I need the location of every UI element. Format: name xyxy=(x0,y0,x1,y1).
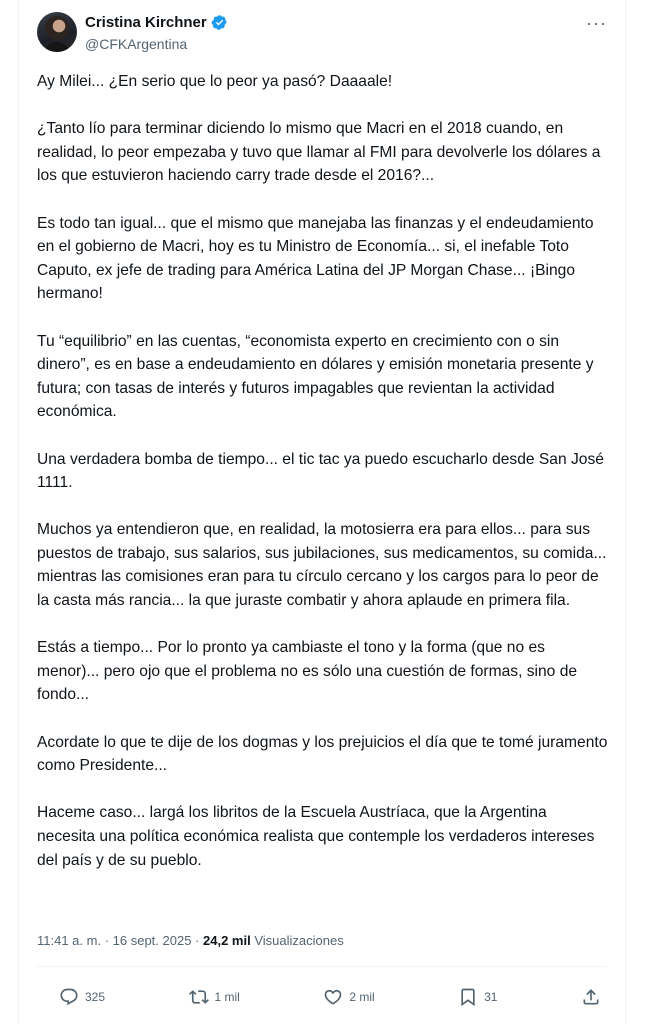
tweet-paragraph: Muchos ya entendieron que, en realidad, la motosierra era para ellos... para sus puestos de trabajo, sus salarios, sus jubilaciones, sus medicamentos, su comida... mientras las comisiones eran para tu círculo cercano y los cargos para lo peor de la casta más rancia... la que juraste combatir y ahora aplaude en primera fila. xyxy=(37,521,607,610)
meta-separator: · xyxy=(191,933,203,948)
meta-separator: · xyxy=(101,933,113,948)
heart-icon xyxy=(323,987,343,1007)
reply-icon xyxy=(59,987,79,1007)
author-display-name[interactable]: Cristina Kirchner xyxy=(85,14,207,31)
share-button[interactable] xyxy=(581,987,601,1007)
avatar[interactable] xyxy=(37,12,77,52)
avatar-shoulders xyxy=(43,42,71,52)
repost-button[interactable] xyxy=(189,987,240,1007)
share-icon xyxy=(581,987,601,1007)
tweet-meta xyxy=(37,933,344,948)
action-bar xyxy=(59,985,601,1009)
tweet-card xyxy=(18,0,626,1024)
bookmark-button[interactable] xyxy=(458,987,497,1007)
reply-count: 325 xyxy=(85,990,106,1004)
tweet-paragraph: Acordate lo que te dije de los dogmas y los prejuicios el día que te tomé juramento como Presidente... xyxy=(37,733,608,775)
divider xyxy=(37,966,607,967)
views-count: 24,2 mil xyxy=(203,933,251,948)
tweet-paragraph: Tu “equilibrio” en las cuentas, “economista experto en crecimiento con o sin dinero”, es en base a endeudamiento en dólares y emisión monetaria presente y futura; con tasas de interés y futuros impagables que revientan la actividad económica. xyxy=(37,332,594,421)
tweet-paragraph: Es todo tan igual... que el mismo que manejaba las finanzas y el endeudamiento en el gobierno de Macri, hoy es tu Ministro de Economía... si, el inefable Toto Caputo, ex jefe de trading para América Latina del JP Morgan Chase... ¡Bingo hermano! xyxy=(37,214,594,303)
author-handle[interactable]: @CFKArgentina xyxy=(85,36,188,52)
tweet-paragraph: Haceme caso... largá los libritos de la Escuela Austríaca, que la Argentina necesita una política económica realista que contemple los verdaderos intereses del país y de su pueblo. xyxy=(37,804,595,869)
tweet-date[interactable]: 16 sept. 2025 xyxy=(112,933,192,948)
like-button[interactable] xyxy=(323,987,374,1007)
bookmark-count: 31 xyxy=(484,990,498,1004)
tweet-header xyxy=(37,12,607,60)
bookmark-icon xyxy=(458,987,478,1007)
author-name-row xyxy=(85,14,228,31)
tweet-text xyxy=(37,70,609,872)
tweet-time[interactable]: 11:41 a. m. xyxy=(37,933,102,948)
more-horizontal-icon[interactable]: ··· xyxy=(586,13,607,33)
repost-icon xyxy=(189,987,209,1007)
like-count: 2 mil xyxy=(349,990,375,1004)
tweet-paragraph: Una verdadera bomba de tiempo... el tic tac ya puedo escucharlo desde San José 1111. xyxy=(37,450,604,492)
tweet-paragraph: ¿Tanto lío para terminar diciendo lo mismo que Macri en el 2018 cuando, en realidad, lo peor empezaba y tuvo que llamar al FMI para devolverle los dólares a los que estuvieron haciendo carry trade desde el 2016?... xyxy=(37,120,601,185)
verified-badge-icon xyxy=(211,14,228,31)
tweet-paragraph: Ay Milei... ¿En serio que lo peor ya pasó? Daaaale! xyxy=(37,73,393,90)
tweet-paragraph: Estás a tiempo... Por lo pronto ya cambiaste el tono y la forma (que no es menor)... pero ojo que el problema no es sólo una cuestión de formas, sino de fondo... xyxy=(37,639,578,704)
repost-count: 1 mil xyxy=(214,990,240,1004)
views-label: Visualizaciones xyxy=(254,933,344,948)
reply-button[interactable] xyxy=(59,987,105,1007)
